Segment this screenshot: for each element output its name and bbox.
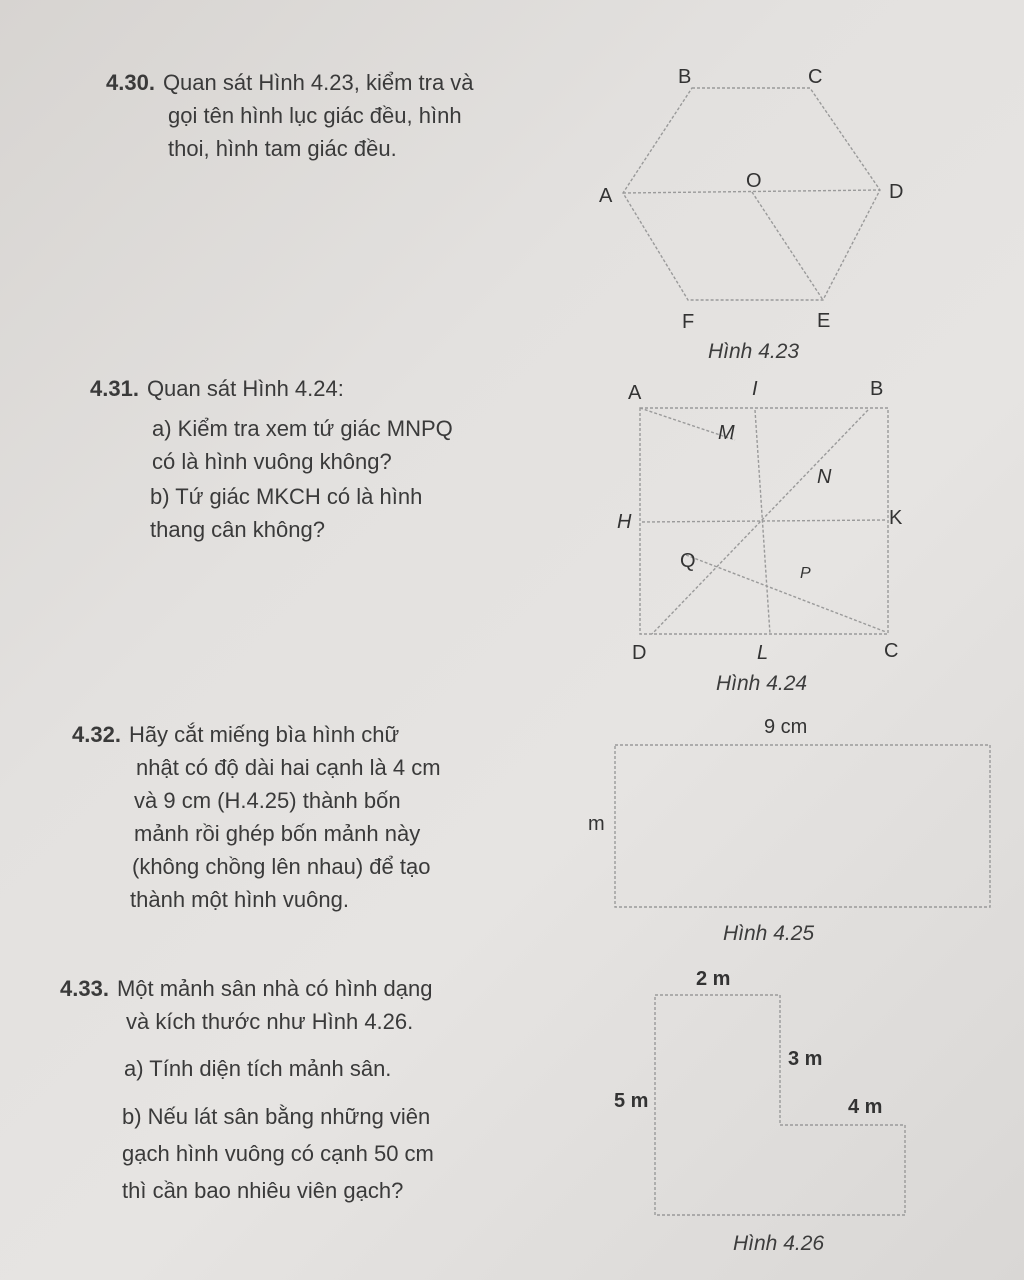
vertex-label-a: A xyxy=(628,382,642,404)
point-label-n: N xyxy=(817,466,832,488)
problem-text-line: thành một hình vuông. xyxy=(130,887,349,912)
vertex-label-b: B xyxy=(678,66,692,88)
problem-text-line: thoi, hình tam giác đều. xyxy=(168,136,397,161)
figure-4-25-rectangle xyxy=(615,745,990,907)
problem-text-line: a) Tính diện tích mảnh sân. xyxy=(124,1056,392,1081)
problem-text-line: gạch hình vuông có cạnh 50 cm xyxy=(122,1141,434,1166)
figure-caption-4-24: Hình 4.24 xyxy=(716,672,808,695)
segment-c-q xyxy=(686,555,886,632)
dimension-label-left: 5 m xyxy=(614,1090,649,1112)
figure-caption-4-25: Hình 4.25 xyxy=(723,922,815,945)
vertex-label-e: E xyxy=(817,310,831,332)
point-label-m: M xyxy=(718,422,735,444)
problem-text-line: mảnh rồi ghép bốn mảnh này xyxy=(134,821,421,846)
problem-4-33 xyxy=(60,972,433,1038)
dimension-label-top: 2 m xyxy=(696,968,731,990)
problem-4-31 xyxy=(90,372,344,405)
problem-text-line: Quan sát Hình 4.23, kiểm tra và xyxy=(162,70,474,95)
vertex-label-o: O xyxy=(746,170,762,192)
dimension-label-right: 4 m xyxy=(848,1096,883,1118)
problem-number: 4.33. xyxy=(60,976,109,1001)
problem-number: 4.30. xyxy=(106,70,155,95)
problem-text-line: b) Nếu lát sân bằng những viên xyxy=(122,1104,431,1129)
square-abcd xyxy=(640,408,888,634)
problem-text-line: gọi tên hình lục giác đều, hình xyxy=(168,103,462,128)
problem-4-33-part-a xyxy=(124,1052,391,1085)
point-label-l: L xyxy=(757,642,769,664)
vertex-label-c: C xyxy=(884,640,899,662)
point-label-i: I xyxy=(752,378,758,400)
problem-text-line: có là hình vuông không? xyxy=(152,449,392,474)
problem-text-line: Một mảnh sân nhà có hình dạng xyxy=(116,976,433,1001)
vertex-label-d: D xyxy=(632,642,647,664)
dimension-label-left: m xyxy=(588,813,605,835)
problem-text-line: a) Kiểm tra xem tứ giác MNPQ xyxy=(152,416,453,441)
problem-number: 4.32. xyxy=(72,722,121,747)
vertex-label-b: B xyxy=(870,378,884,400)
problem-4-31-part-b xyxy=(150,480,422,546)
vertex-label-c: C xyxy=(808,66,823,88)
problem-text-line: (không chồng lên nhau) để tạo xyxy=(132,854,431,879)
point-label-p: P xyxy=(800,565,811,582)
problem-4-30 xyxy=(106,66,474,165)
segment-h-k xyxy=(642,520,886,522)
point-label-h: H xyxy=(617,511,632,533)
figure-caption-4-23: Hình 4.23 xyxy=(708,340,800,363)
dimension-label-middle: 3 m xyxy=(788,1048,823,1070)
problem-text-line: thang cân không? xyxy=(150,517,325,542)
problem-text-line: Hãy cắt miếng bìa hình chữ xyxy=(128,722,400,747)
problem-4-33-part-b xyxy=(122,1098,434,1209)
vertex-label-d: D xyxy=(889,181,904,203)
problem-4-31-part-a xyxy=(152,412,453,478)
problem-text-line: nhật có độ dài hai cạnh là 4 cm xyxy=(136,755,441,780)
vertex-label-a: A xyxy=(599,185,613,207)
problem-intro: Quan sát Hình 4.24: xyxy=(146,376,344,401)
problem-number: 4.31. xyxy=(90,376,139,401)
hexagon-outline xyxy=(623,88,880,300)
hexagon-segment-oe xyxy=(752,192,823,300)
point-label-q: Q xyxy=(680,550,696,572)
vertex-label-f: F xyxy=(682,311,695,333)
problem-4-32 xyxy=(72,718,441,916)
dimension-label-top: 9 cm xyxy=(764,716,808,738)
figure-4-23-hexagon xyxy=(623,88,880,300)
figure-caption-4-26: Hình 4.26 xyxy=(733,1232,825,1255)
problem-text-line: và 9 cm (H.4.25) thành bốn xyxy=(134,788,401,813)
segment-b-d xyxy=(652,410,868,634)
segment-i-l xyxy=(755,410,770,634)
point-label-k: K xyxy=(889,507,903,529)
figure-4-24-square xyxy=(640,408,888,634)
problem-text-line: b) Tứ giác MKCH có là hình xyxy=(150,484,423,509)
problem-text-line: thì cần bao nhiêu viên gạch? xyxy=(122,1178,404,1203)
problem-text-line: và kích thước như Hình 4.26. xyxy=(126,1009,414,1034)
